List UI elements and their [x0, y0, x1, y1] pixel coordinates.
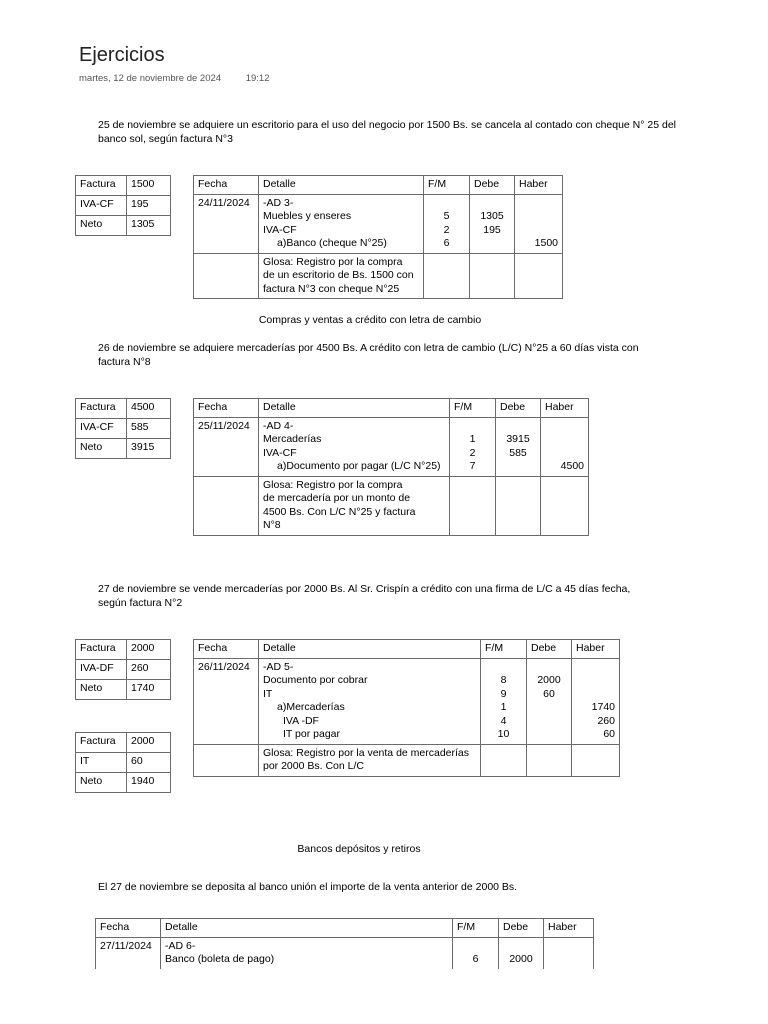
- cell-line: IVA-CF: [263, 446, 297, 459]
- table-cell: 1500: [127, 176, 171, 196]
- cell-line: 1500: [534, 237, 558, 249]
- cell-line: -AD 6-: [165, 939, 196, 952]
- cell-line: IT: [263, 687, 273, 700]
- cell-line: 2: [443, 223, 450, 236]
- table-cell: 4500: [127, 399, 171, 419]
- cell-line: 2: [469, 446, 476, 459]
- cell-line: 10: [497, 728, 510, 740]
- cell-line: Documento por cobrar: [263, 674, 368, 686]
- cell-line: Glosa: Registro por la compra: [263, 478, 403, 491]
- cell-line: 7: [469, 460, 476, 472]
- table-cell: 27/11/2024: [96, 937, 161, 969]
- table-cell: [499, 937, 544, 969]
- table-cell: Factura: [76, 176, 127, 196]
- table-header-row: [96, 919, 594, 938]
- cell-line: 1: [469, 433, 476, 445]
- table-cell: Detalle: [161, 919, 453, 938]
- table-cell: 26/11/2024: [194, 658, 259, 744]
- page-date: martes, 12 de noviembre de 2024: [79, 73, 222, 84]
- table-cell: [453, 937, 499, 969]
- cell-line: 195: [483, 223, 501, 236]
- table-cell: Factura: [76, 733, 127, 753]
- page-title: Ejercicios: [79, 44, 165, 66]
- cell-line: a)Mercaderías: [277, 701, 345, 713]
- cell-line: 260: [597, 714, 615, 727]
- table-cell: 1740: [127, 680, 171, 700]
- table-cell: Detalle: [259, 640, 481, 659]
- cell-line: Mercaderías: [263, 433, 322, 445]
- table-cell: 585: [127, 419, 171, 439]
- table-cell: IT: [76, 753, 127, 773]
- cell-line: factura N°3 con cheque N°25: [263, 282, 400, 295]
- journal-table-4: [95, 918, 594, 969]
- cell-line: Muebles y enseres: [263, 210, 352, 222]
- table-cell: Fecha: [194, 176, 259, 195]
- table-cell: 260: [127, 660, 171, 680]
- cell-line: de mercadería por un monto de: [263, 492, 411, 504]
- exercise-4-text: El 27 de noviembre se deposita al banco unión el importe de la venta anterior de 2000 Bs.: [98, 881, 518, 893]
- table-cell: Factura: [76, 640, 127, 660]
- cell-line: IT por pagar: [283, 728, 341, 740]
- cell-line: 1: [500, 701, 507, 713]
- cell-line: 3915: [506, 433, 530, 445]
- table-cell: Haber: [541, 399, 589, 418]
- table-cell: [544, 937, 594, 969]
- table-cell: Debe: [499, 919, 544, 938]
- cell-line: 8: [500, 674, 507, 686]
- cell-line: Banco (boleta de pago): [165, 953, 275, 965]
- table-cell: Neto: [76, 216, 127, 236]
- table-cell: Haber: [572, 640, 620, 659]
- table-cell: F/M: [450, 399, 496, 418]
- page-time: 19:12: [245, 73, 270, 84]
- table-cell: Debe: [470, 176, 515, 195]
- cell-line: Glosa: Registro por la venta de mercaderías: [263, 746, 470, 759]
- table-cell: Haber: [515, 176, 563, 195]
- table-cell: 3915: [127, 439, 171, 459]
- cell-line: 1305: [480, 210, 504, 222]
- table-cell: Debe: [527, 640, 572, 659]
- table-cell: F/M: [481, 640, 527, 659]
- table-cell: Neto: [76, 680, 127, 700]
- cell-line: 585: [509, 446, 527, 459]
- cell-line: 4500: [560, 460, 584, 472]
- table-cell: 2000: [127, 640, 171, 660]
- cell-line: 4: [500, 714, 507, 727]
- table-cell: IVA-CF: [76, 196, 127, 216]
- exercise-2-text: 26 de noviembre se adquiere mercaderías por 4500 Bs. A crédito con letra de cambio (L/C) N°25 a 60 días vista con factura N°8: [98, 342, 639, 368]
- table-cell: [161, 937, 453, 969]
- table-cell: Fecha: [96, 919, 161, 938]
- table-cell: Factura: [76, 399, 127, 419]
- table-cell: 60: [127, 753, 171, 773]
- table-cell: F/M: [453, 919, 499, 938]
- table-cell: Detalle: [259, 399, 450, 418]
- cell-line: N°8: [263, 519, 281, 531]
- exercise-3-text: 27 de noviembre se vende mercaderías por 2000 Bs. Al Sr. Crispín a crédito con una firma de L/C a 45 días fecha, según factura N°2: [98, 583, 631, 609]
- table-cell: Haber: [544, 919, 594, 938]
- cell-line: IVA-CF: [263, 223, 297, 236]
- exercise-1-text: 25 de noviembre se adquiere un escritorio para el uso del negocio por 1500 Bs. se cancela al contado con cheque N° 25 del banco sol, según factura N°3: [98, 119, 676, 145]
- table-cell: 24/11/2024: [194, 194, 259, 253]
- section-title-bancos: Bancos depósitos y retiros: [297, 843, 421, 855]
- cell-line: 4500 Bs. Con L/C N°25 y factura: [263, 505, 416, 518]
- cell-line: 60: [543, 687, 555, 700]
- table-cell: Neto: [76, 773, 127, 793]
- cell-line: 1740: [591, 701, 615, 713]
- cell-line: 60: [603, 728, 615, 740]
- table-cell: Fecha: [194, 399, 259, 418]
- table-cell: Neto: [76, 439, 127, 459]
- table-cell: IVA-CF: [76, 419, 127, 439]
- cell-line: por 2000 Bs. Con L/C: [263, 760, 364, 772]
- table-cell: 1305: [127, 216, 171, 236]
- table-cell: IVA-DF: [76, 660, 127, 680]
- cell-line: Glosa: Registro por la compra: [263, 255, 403, 268]
- cell-line: IVA -DF: [283, 714, 319, 727]
- cell-line: 9: [500, 687, 507, 700]
- cell-line: a)Documento por pagar (L/C N°25): [277, 460, 441, 472]
- cell-line: 2000: [509, 953, 533, 965]
- cell-line: 6: [472, 953, 479, 965]
- cell-line: -AD 5-: [263, 660, 294, 673]
- table-cell: 2000: [127, 733, 171, 753]
- cell-line: de un escritorio de Bs. 1500 con: [263, 269, 414, 281]
- cell-line: 5: [443, 210, 450, 222]
- table-cell: 195: [127, 196, 171, 216]
- cell-line: 2000: [537, 674, 561, 686]
- table-cell: F/M: [424, 176, 470, 195]
- table-cell: Debe: [496, 399, 541, 418]
- table-cell: Fecha: [194, 640, 259, 659]
- section-title-credito: Compras y ventas a crédito con letra de cambio: [258, 314, 482, 326]
- table-row: [96, 937, 594, 969]
- table-cell: Detalle: [259, 176, 424, 195]
- cell-line: -AD 3-: [263, 196, 294, 209]
- table-cell: 25/11/2024: [194, 417, 259, 476]
- cell-line: -AD 4-: [263, 419, 294, 432]
- table-cell: 1940: [127, 773, 171, 793]
- cell-line: 6: [443, 237, 450, 249]
- cell-line: a)Banco (cheque N°25): [277, 237, 387, 249]
